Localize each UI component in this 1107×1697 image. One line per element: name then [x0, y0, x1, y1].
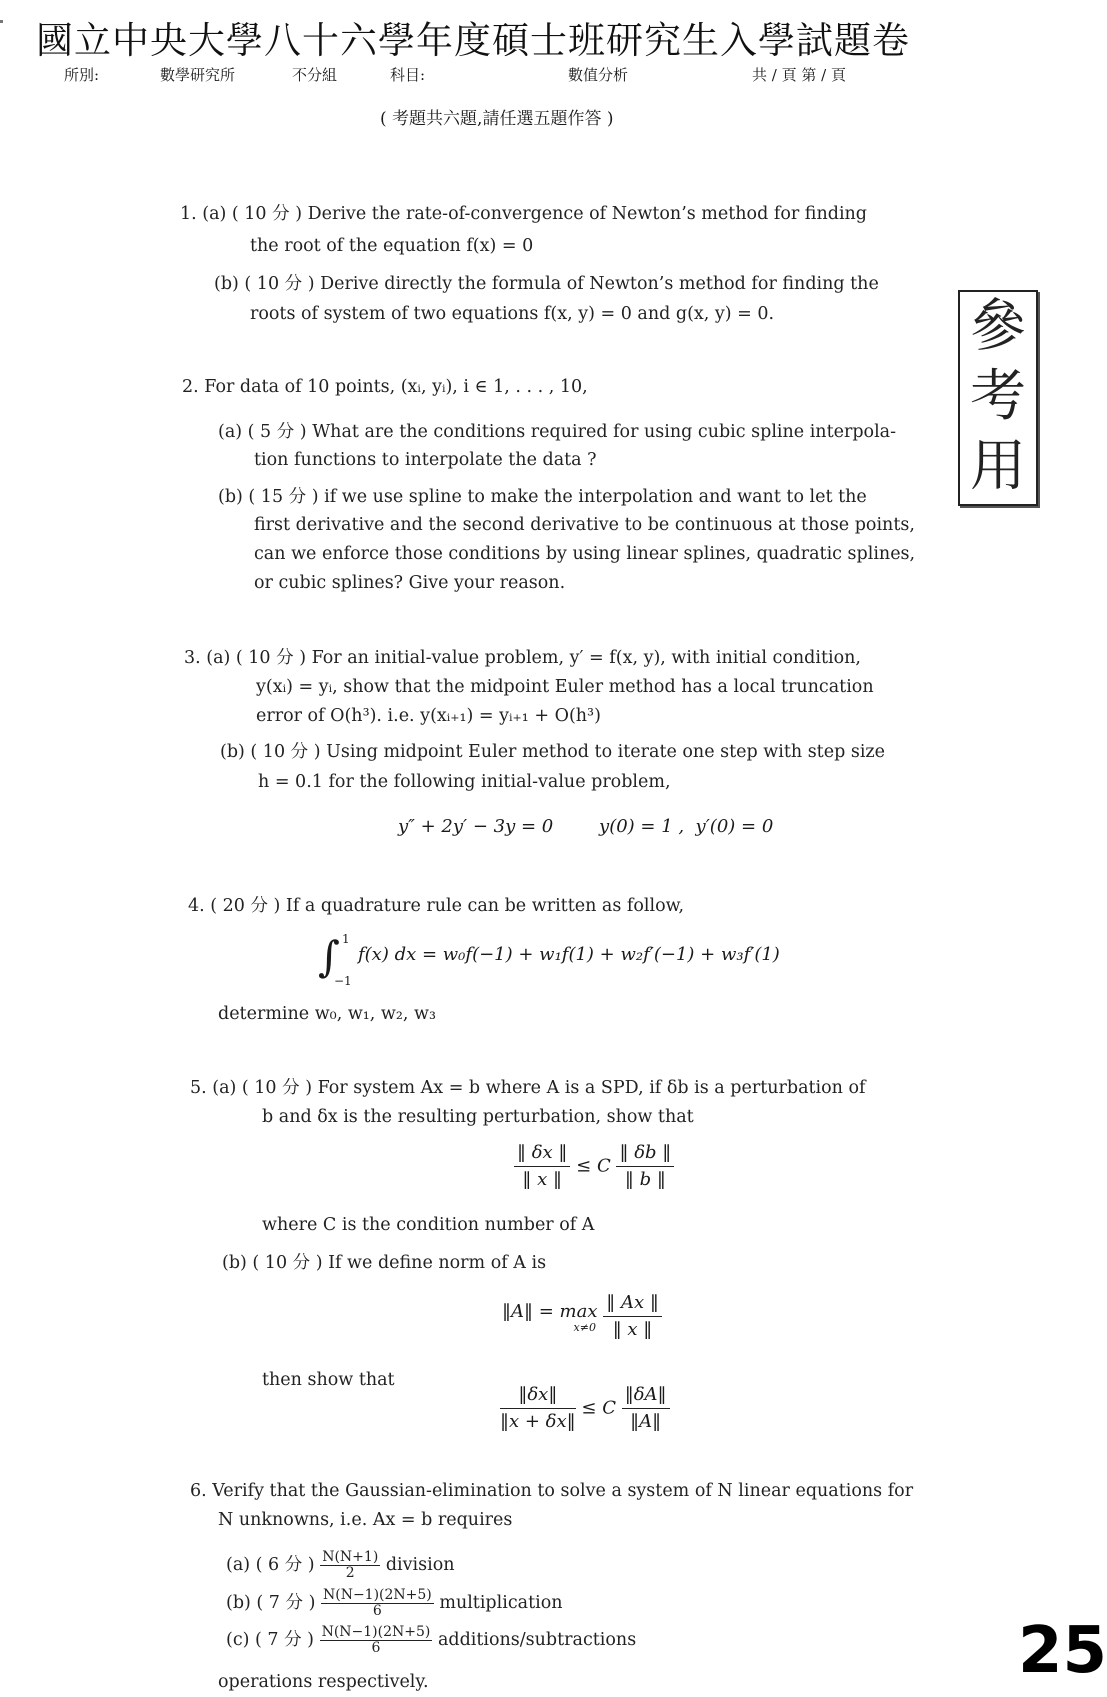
q6-a-denominator: 2	[345, 1565, 355, 1581]
q5-b-line1: (b) ( 10 分 ) If we define norm of A is	[222, 1253, 547, 1273]
q6-b-numerator: N(N−1)(2N+5)	[322, 1587, 432, 1603]
integral-upper-limit: 1	[342, 932, 350, 946]
subject-value: 數值分析	[568, 66, 629, 84]
norm-subscript: x≠0	[573, 1320, 596, 1334]
eq1-relation: ≤ C	[576, 1155, 611, 1177]
stamp-char: 考	[970, 364, 1026, 429]
q3-a-line2: y(xᵢ) = yᵢ, show that the midpoint Euler method has a local truncation	[256, 677, 874, 697]
stamp-char: 參	[970, 294, 1026, 359]
q5-perturbation-inequality	[500, 1382, 670, 1435]
q2-a-line1: (a) ( 5 分 ) What are the conditions required for using cubic spline interpola-	[218, 422, 897, 442]
stamp-char: 用	[970, 434, 1026, 499]
eq2-left-denominator: ‖x + δx‖	[500, 1411, 576, 1432]
reference-stamp	[958, 290, 1038, 506]
eq2-right-numerator: ‖δA‖	[622, 1382, 670, 1409]
q1-a-line2: the root of the equation f(x) = 0	[250, 236, 534, 256]
q5-condition-inequality	[514, 1140, 674, 1193]
eq1-right-denominator: ‖ b ‖	[624, 1169, 666, 1190]
subject-label: 科目:	[390, 66, 426, 84]
q6-b-text: multiplication	[439, 1593, 563, 1613]
exam-instruction: ( 考題共六題,請任選五題作答 )	[380, 109, 614, 129]
eq2-left-numerator: ‖δx‖	[500, 1382, 576, 1409]
q6-a-label: (a) ( 6 分 )	[226, 1555, 315, 1575]
q5-norm-definition	[502, 1290, 662, 1343]
q4-integral	[318, 932, 358, 1002]
exam-title: 國立中央大學八十六學年度碩士班研究生入學試題卷	[36, 19, 910, 62]
q1-b-line2: roots of system of two equations f(x, y) = 0 and g(x, y) = 0.	[250, 304, 775, 324]
q2-intro: 2. For data of 10 points, (xᵢ, yᵢ), i ∈ 1, . . . , 10,	[182, 377, 588, 397]
q1-b-line1: (b) ( 10 分 ) Derive directly the formula of Newton’s method for finding the	[214, 274, 879, 294]
q2-b-line3: can we enforce those conditions by using linear splines, quadratic splines,	[254, 544, 916, 564]
eq1-left-numerator: ‖ δx ‖	[514, 1140, 570, 1167]
q6-closing: operations respectively.	[218, 1672, 429, 1692]
page-number: 25	[1018, 1614, 1107, 1688]
q6-c-text: additions/subtractions	[437, 1630, 637, 1650]
norm-numerator: ‖ Ax ‖	[603, 1290, 662, 1317]
eq1-left-denominator: ‖ x ‖	[522, 1169, 563, 1190]
dept-label: 所別:	[64, 66, 100, 84]
dept-value: 數學研究所	[160, 66, 236, 84]
q6-a-numerator: N(N+1)	[322, 1549, 379, 1565]
group-label: 不分組	[292, 66, 338, 84]
q5-a-line1: 5. (a) ( 10 分 ) For system Ax = b where A is a SPD, if δb is a perturbation of	[190, 1078, 866, 1098]
q2-b-line1: (b) ( 15 分 ) if we use spline to make the interpolation and want to let the	[218, 487, 867, 507]
q6-c-denominator: 6	[371, 1640, 381, 1656]
q6-a-text: division	[385, 1555, 455, 1575]
eq2-relation: ≤ C	[581, 1397, 616, 1419]
page-count: 共 / 頁 第 / 頁	[752, 66, 846, 84]
q6-b-denominator: 6	[372, 1603, 382, 1619]
scan-edge-mark	[0, 20, 3, 23]
q3-a-line3: error of O(h³). i.e. y(xᵢ₊₁) = yᵢ₊₁ + O(h³)	[256, 706, 601, 726]
q6-line1: 6. Verify that the Gaussian-elimination to solve a system of N linear equations for	[190, 1481, 914, 1501]
q5-where: where C is the condition number of A	[262, 1215, 595, 1235]
q3-ode-equation: y″ + 2y′ − 3y = 0 y(0) = 1 , y′(0) = 0	[398, 816, 774, 837]
norm-lhs: ‖A‖ = max	[502, 1300, 598, 1322]
q3-a-line1: 3. (a) ( 10 分 ) For an initial-value problem, y′ = f(x, y), with initial condition,	[184, 648, 861, 668]
integral-lower-limit: −1	[334, 974, 352, 988]
q6-item-b	[226, 1588, 563, 1619]
q3-b-line1: (b) ( 10 分 ) Using midpoint Euler method to iterate one step with step size	[220, 742, 885, 762]
eq2-right-denominator: ‖A‖	[630, 1411, 662, 1432]
q4-determine: determine w₀, w₁, w₂, w₃	[218, 1004, 437, 1024]
q6-c-numerator: N(N−1)(2N+5)	[321, 1624, 431, 1640]
q4-line1: 4. ( 20 分 ) If a quadrature rule can be written as follow,	[188, 896, 685, 916]
q6-line2: N unknowns, i.e. Ax = b requires	[218, 1510, 513, 1530]
q6-item-c	[226, 1625, 636, 1656]
q2-b-line4: or cubic splines? Give your reason.	[254, 573, 566, 593]
q1-a-line1: 1. (a) ( 10 分 ) Derive the rate-of-convergence of Newton’s method for finding	[180, 204, 868, 224]
q5-a-line2: b and δx is the resulting perturbation, show that	[262, 1107, 694, 1127]
q6-c-label: (c) ( 7 分 )	[226, 1630, 314, 1650]
q5-then: then show that	[262, 1370, 395, 1390]
q6-item-a	[226, 1550, 455, 1581]
norm-denominator: ‖ x ‖	[612, 1319, 653, 1340]
q3-b-line2: h = 0.1 for the following initial-value problem,	[258, 772, 671, 792]
q2-a-line2: tion functions to interpolate the data ?	[254, 450, 597, 470]
integral-sign: ∫	[318, 932, 340, 981]
eq1-right-numerator: ‖ δb ‖	[616, 1140, 674, 1167]
q6-b-label: (b) ( 7 分 )	[226, 1593, 316, 1613]
q2-b-line2: first derivative and the second derivative to be continuous at those points,	[254, 515, 915, 535]
q4-quadrature-rhs: f(x) dx = w₀f(−1) + w₁f(1) + w₂f′(−1) + w₃f′(1)	[358, 944, 780, 965]
